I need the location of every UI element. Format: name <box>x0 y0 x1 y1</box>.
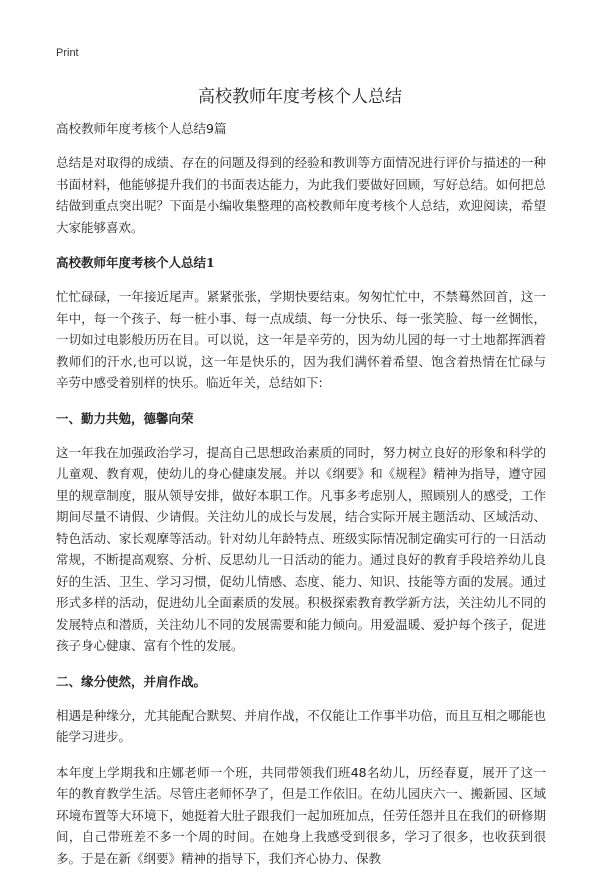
subsection-heading-2: 二、缘分使然，并肩作战。 <box>56 673 207 689</box>
subsection-heading-1: 一、勤力共勉，德馨向荣 <box>56 410 194 426</box>
document-body <box>56 118 546 883</box>
intro-paragraph: 总结是对取得的成绩、存在的问题及得到的经验和教训等方面情况进行评价与描述的一种书面材料，他能够提升我们的书面表达能力，为此我们要做好回顾，写好总结。如何把总结做到重点突出呢？下面是小编收集整理的高校教师年度考核个人总结，欢迎阅读，希望大家能够喜欢。 <box>56 155 546 235</box>
section-heading: 高校教师年度考核个人总结1 <box>56 255 215 270</box>
section-paragraph: 忙忙碌碌，一年接近尾声。紧紧张张，学期快要结束。匆匆忙忙中，不禁蓦然回首，这一年中，每一个孩子、每一桩小事、每一点成绩、每一分快乐、每一张笑脸、每一丝惆怅，一切如过电影般历历在目。可以说，这一年是辛劳的，因为幼儿园的每一寸土地都挥洒着教师们的汗水,也可以说，这一年是快乐的，因为我们满怀着希望、饱含着热情在忙碌与辛劳中感受着别样的快乐。临近年关，总结如下: <box>56 289 546 390</box>
subsection-paragraph-3: 本年度上学期我和庄娜老师一个班，共同带领我们班48名幼儿，历经春夏，展开了这一年的教育教学生活。尽管庄老师怀孕了，但是工作依旧。在幼儿园庆六一、搬新园、区域环境布置等大环境下，她挺着大肚子跟我们一起加班加点，任劳任怨并且在我们的研修期间，自己带班差不多一个周的时间。在她身上我感受到很多，学习了很多，也收获到很多。于是在新《纲要》精神的指导下，我们齐心协力、保教 <box>56 764 546 866</box>
page-title: 高校教师年度考核个人总结 <box>198 87 402 107</box>
print-link[interactable]: Print <box>56 47 79 59</box>
subsection-paragraph-2: 相遇是种缘分，尤其能配合默契、并肩作战，不仅能让工作事半功倍，而且互相之哪能也能学习进步。 <box>56 707 546 744</box>
subsection-paragraph-1: 这一年我在加强政治学习，提高自己思想政治素质的同时，努力树立良好的形象和科学的儿童观、教育观，使幼儿的身心健康发展。并以《纲要》和《规程》精神为指导，遵守园里的规章制度，服从领导安排，做好本职工作。凡事多考虑别人，照顾别人的感受，工作期间尽量不请假、少请假。关注幼儿的成长与发展，结合实际开展主题活动、区域活动、特色活动、家长观摩等活动。针对幼儿年龄特点、班级实际情况制定确实可行的一日活动常规，不断提高观察、分析、反思幼儿一日活动的能力。通过良好的教育手段培养幼儿良好的生活、卫生、学习习惯，促幼儿情感、态度、能力、知识、技能等方面的发展。通过形式多样的活动，促进幼儿全面素质的发展。积极探索教育教学新方法，关注幼儿不同的发展特点和潜质，关注幼儿不同的发展需要和能力倾向。用爱温暖、爱护每个孩子，促进孩子身心健康、富有个性的发展。 <box>56 444 546 653</box>
document-subtitle: 高校教师年度考核个人总结9篇 <box>56 121 227 136</box>
